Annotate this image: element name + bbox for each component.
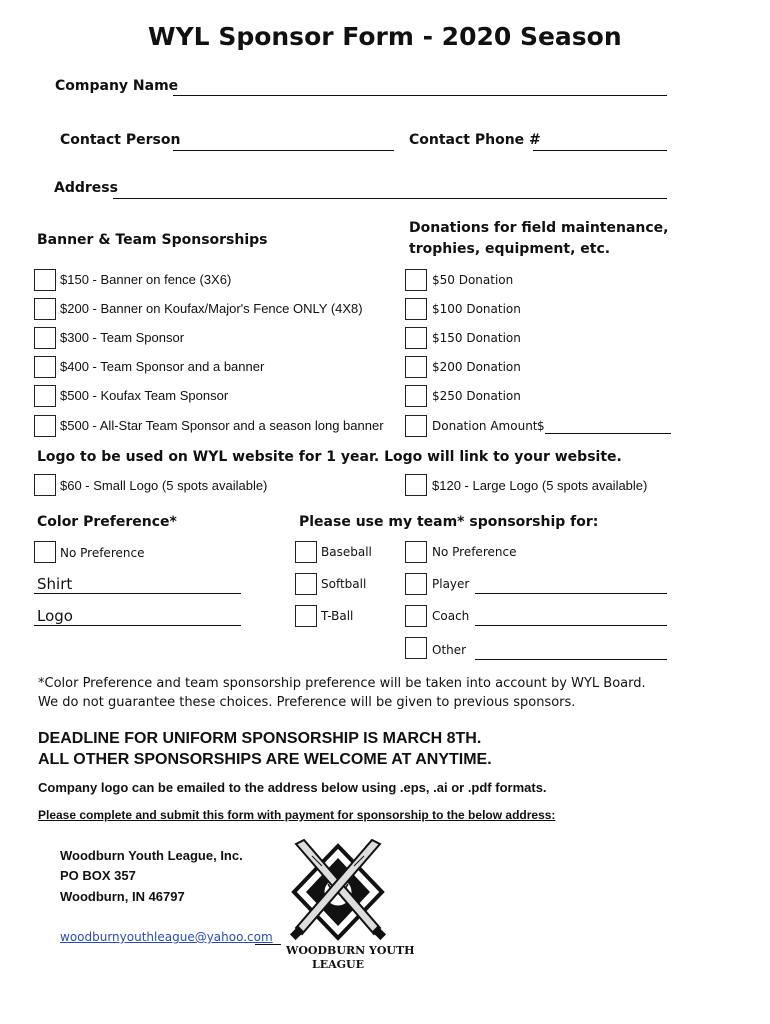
banner-200-checkbox[interactable] [34, 298, 56, 320]
tball-checkbox[interactable] [295, 605, 317, 627]
preference-note-line2: We do not guarantee these choices. Preference will be given to previous sponsors. [38, 695, 576, 710]
banner-option-label: $150 - Banner on fence (3X6) [60, 272, 232, 287]
org-name: Woodburn Youth League, Inc. [60, 848, 243, 863]
banner-option-label: $500 - All-Star Team Sponsor and a season long banner [60, 418, 384, 433]
donation-option-label: $50 Donation [432, 273, 514, 287]
donation-amount-checkbox[interactable] [405, 415, 427, 437]
city-state-zip: Woodburn, IN 46797 [60, 889, 185, 904]
banner-option-label: $200 - Banner on Koufax/Major's Fence ONLY (4X8) [60, 301, 363, 316]
small-logo-checkbox[interactable] [34, 474, 56, 496]
shirt-label: Shirt [37, 575, 73, 593]
banner-500-koufax-checkbox[interactable] [34, 385, 56, 407]
preference-note-line1: *Color Preference and team sponsorship preference will be taken into account by WYL Board. [38, 676, 646, 691]
logo-text-line2: LEAGUE [311, 958, 365, 971]
email-underline-extension [255, 944, 281, 945]
deadline-line1: DEADLINE FOR UNIFORM SPONSORSHIP IS MARCH 8TH. [38, 730, 482, 747]
small-logo-label: $60 - Small Logo (5 spots available) [60, 478, 268, 493]
company-name-field[interactable] [173, 95, 667, 96]
other-label: Other [432, 643, 467, 657]
donation-option-label: $250 Donation [432, 389, 521, 403]
large-logo-label: $120 - Large Logo (5 spots available) [432, 478, 648, 493]
contact-person-field[interactable] [173, 150, 394, 151]
other-field[interactable] [475, 659, 667, 660]
donations-heading-line2: trophies, equipment, etc. [409, 241, 611, 257]
coach-field[interactable] [475, 625, 667, 626]
address-label: Address [54, 180, 118, 196]
player-label: Player [432, 577, 470, 591]
contact-phone-field[interactable] [533, 150, 667, 151]
deadline-line2: ALL OTHER SPONSORSHIPS ARE WELCOME AT ANYTIME. [38, 751, 492, 768]
donation-option-label: $100 Donation [432, 302, 521, 316]
company-name-label: Company Name [55, 78, 179, 94]
player-checkbox[interactable] [405, 573, 427, 595]
donation-250-checkbox[interactable] [405, 385, 427, 407]
color-no-preference-label: No Preference [60, 546, 145, 560]
banner-400-checkbox[interactable] [34, 356, 56, 378]
role-no-preference-checkbox[interactable] [405, 541, 427, 563]
banner-300-checkbox[interactable] [34, 327, 56, 349]
baseball-checkbox[interactable] [295, 541, 317, 563]
email-logo-note: Company logo can be emailed to the address below using .eps, .ai or .pdf formats. [38, 780, 547, 795]
shirt-field[interactable] [34, 593, 241, 594]
banner-option-label: $300 - Team Sponsor [60, 330, 185, 345]
contact-phone-label: Contact Phone # [409, 132, 541, 148]
email-link[interactable]: woodburnyouthleague@yahoo.com [60, 930, 273, 944]
banner-option-label: $400 - Team Sponsor and a banner [60, 359, 265, 374]
donation-amount-label: Donation Amount [432, 419, 538, 433]
role-no-preference-label: No Preference [432, 545, 517, 559]
po-box: PO BOX 357 [60, 868, 136, 883]
address-field[interactable] [113, 198, 667, 199]
banner-500-allstar-checkbox[interactable] [34, 415, 56, 437]
banner-option-label: $500 - Koufax Team Sponsor [60, 388, 229, 403]
logo-text-line1: WOODBURN YOUTH [286, 944, 415, 957]
page-title: WYL Sponsor Form - 2020 Season [148, 22, 622, 51]
banner-150-checkbox[interactable] [34, 269, 56, 291]
baseball-label: Baseball [321, 545, 372, 559]
large-logo-checkbox[interactable] [405, 474, 427, 496]
other-checkbox[interactable] [405, 637, 427, 659]
league-logo [282, 836, 415, 976]
donation-100-checkbox[interactable] [405, 298, 427, 320]
color-heading: Color Preference* [37, 514, 177, 530]
donation-amount-field[interactable] [545, 433, 671, 434]
donation-option-label: $150 Donation [432, 331, 521, 345]
softball-checkbox[interactable] [295, 573, 317, 595]
donation-amount-currency: $ [537, 419, 545, 433]
coach-checkbox[interactable] [405, 605, 427, 627]
donation-200-checkbox[interactable] [405, 356, 427, 378]
logo-heading: Logo to be used on WYL website for 1 year. Logo will link to your website. [37, 449, 622, 465]
team-heading: Please use my team* sponsorship for: [299, 514, 599, 530]
tball-label: T-Ball [321, 609, 354, 623]
coach-label: Coach [432, 609, 470, 623]
donations-heading-line1: Donations for field maintenance, [409, 220, 669, 236]
player-field[interactable] [475, 593, 667, 594]
donation-option-label: $200 Donation [432, 360, 521, 374]
donation-150-checkbox[interactable] [405, 327, 427, 349]
donation-50-checkbox[interactable] [405, 269, 427, 291]
logo-text [286, 944, 415, 972]
color-no-preference-checkbox[interactable] [34, 541, 56, 563]
banner-heading: Banner & Team Sponsorships [37, 232, 268, 248]
contact-person-label: Contact Person [60, 132, 181, 148]
logo-color-field[interactable] [34, 625, 241, 626]
logo-color-label: Logo [37, 607, 73, 625]
submit-note: Please complete and submit this form with payment for sponsorship to the below address: [38, 808, 556, 822]
softball-label: Softball [321, 577, 367, 591]
